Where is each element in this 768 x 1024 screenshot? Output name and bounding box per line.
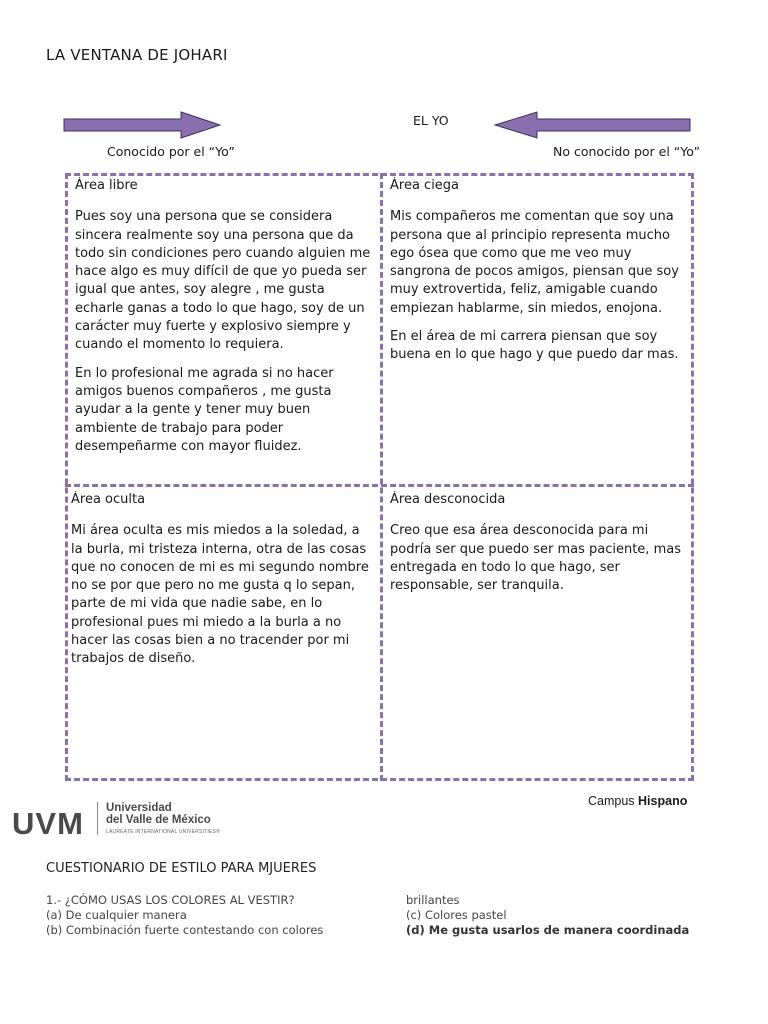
area-libre-heading: Área libre [75,178,138,193]
el-yo-label: EL YO [413,113,449,128]
area-ciega-heading: Área ciega [390,178,460,193]
grid-right-border [691,173,694,781]
laureate-subtitle: LAUREATE INTERNATIONAL UNIVERSITIES® [106,829,220,835]
option-b-continued: brillantes [406,893,460,907]
area-desconocida-heading: Área desconocida [390,492,506,507]
document-title: LA VENTANA DE JOHARI [46,46,228,64]
left-arrow-icon [493,111,693,139]
area-desconocida-text: Creo que esa área desconocida para mi podría ser que puedo ser mas paciente, mas entregada en todo lo que hago, ser responsable, ser tranquila. [390,523,681,594]
quadrant-area-libre [75,177,375,480]
university-name [106,802,211,826]
questionnaire-title: CUESTIONARIO DE ESTILO PARA MJUERES [46,861,317,876]
quadrant-area-ciega [390,177,685,480]
campus-prefix: Campus [588,794,635,808]
quadrant-area-oculta [71,491,375,771]
questionnaire-left-column [46,893,323,938]
questionnaire-right-column [406,893,689,938]
area-oculta-heading: Área oculta [71,492,146,507]
area-oculta-text: Mi área oculta es mis miedos a la soledad, a la burla, mi tristeza interna, otra de las cosas que no conocen de mi es mi segundo nombre no se por que pero no me gusta q lo sepan, parte de mi vida que nadie sabe, en lo profesional pues mi miedo a la burla a no hacer las cosas bien a no tracender por mi trabajos de diseño. [71,523,369,667]
logo-divider [97,802,98,835]
option-c: (c) Colores pastel [406,908,507,922]
area-libre-text-2: En lo profesional me agrada si no hacer amigos buenos compañeros , me gusta ayudar a la gente y tener muy buen ambiente de trabajo para poder desempeñarme con mayor fluidez. [75,365,334,454]
university-name-line2: del Valle de México [106,814,211,826]
option-b: (b) Combinación fuerte contestando con colores [46,923,324,937]
area-ciega-text-2: En el área de mi carrera piensan que soy buena en lo que hago y que puedo dar mas. [390,329,679,363]
campus-name: Hispano [638,794,688,808]
grid-left-border [65,173,68,781]
option-a: (a) De cualquier manera [46,908,187,922]
option-d: (d) Me gusta usarlos de manera coordinada [406,923,690,937]
university-name-line1: Universidad [106,802,172,814]
area-libre-text-1: Pues soy una persona que se considera sincera realmente soy una persona que da todo sin condiciones pero cuando alguien me hace algo es muy difícil de que yo pueda ser igual que antes, soy alegre , me gusta echarle ganas a todo lo que hago, soy de un carácter muy fuerte y explosivo siempre y cuando el momento lo requiera. [75,209,371,353]
right-arrow-icon [63,111,223,139]
unknown-label: No conocido por el “Yo” [553,144,700,159]
campus-label [588,794,687,808]
grid-center-line [380,173,383,781]
area-ciega-text-1: Mis compañeros me comentan que soy una persona que al principio representa mucho ego ósea que como que me veo muy sangrona de pocos amigos, piensan que soy muy extrovertida, feliz, amigable cuando empiezan hablarme, sin miedos, enojona. [390,209,679,316]
question-1: 1.- ¿CÓMO USAS LOS COLORES AL VESTIR? [46,893,295,907]
uvm-logo: UVM [12,806,84,841]
known-label: Conocido por el “Yo” [107,144,235,159]
quadrant-area-desconocida [390,491,685,771]
